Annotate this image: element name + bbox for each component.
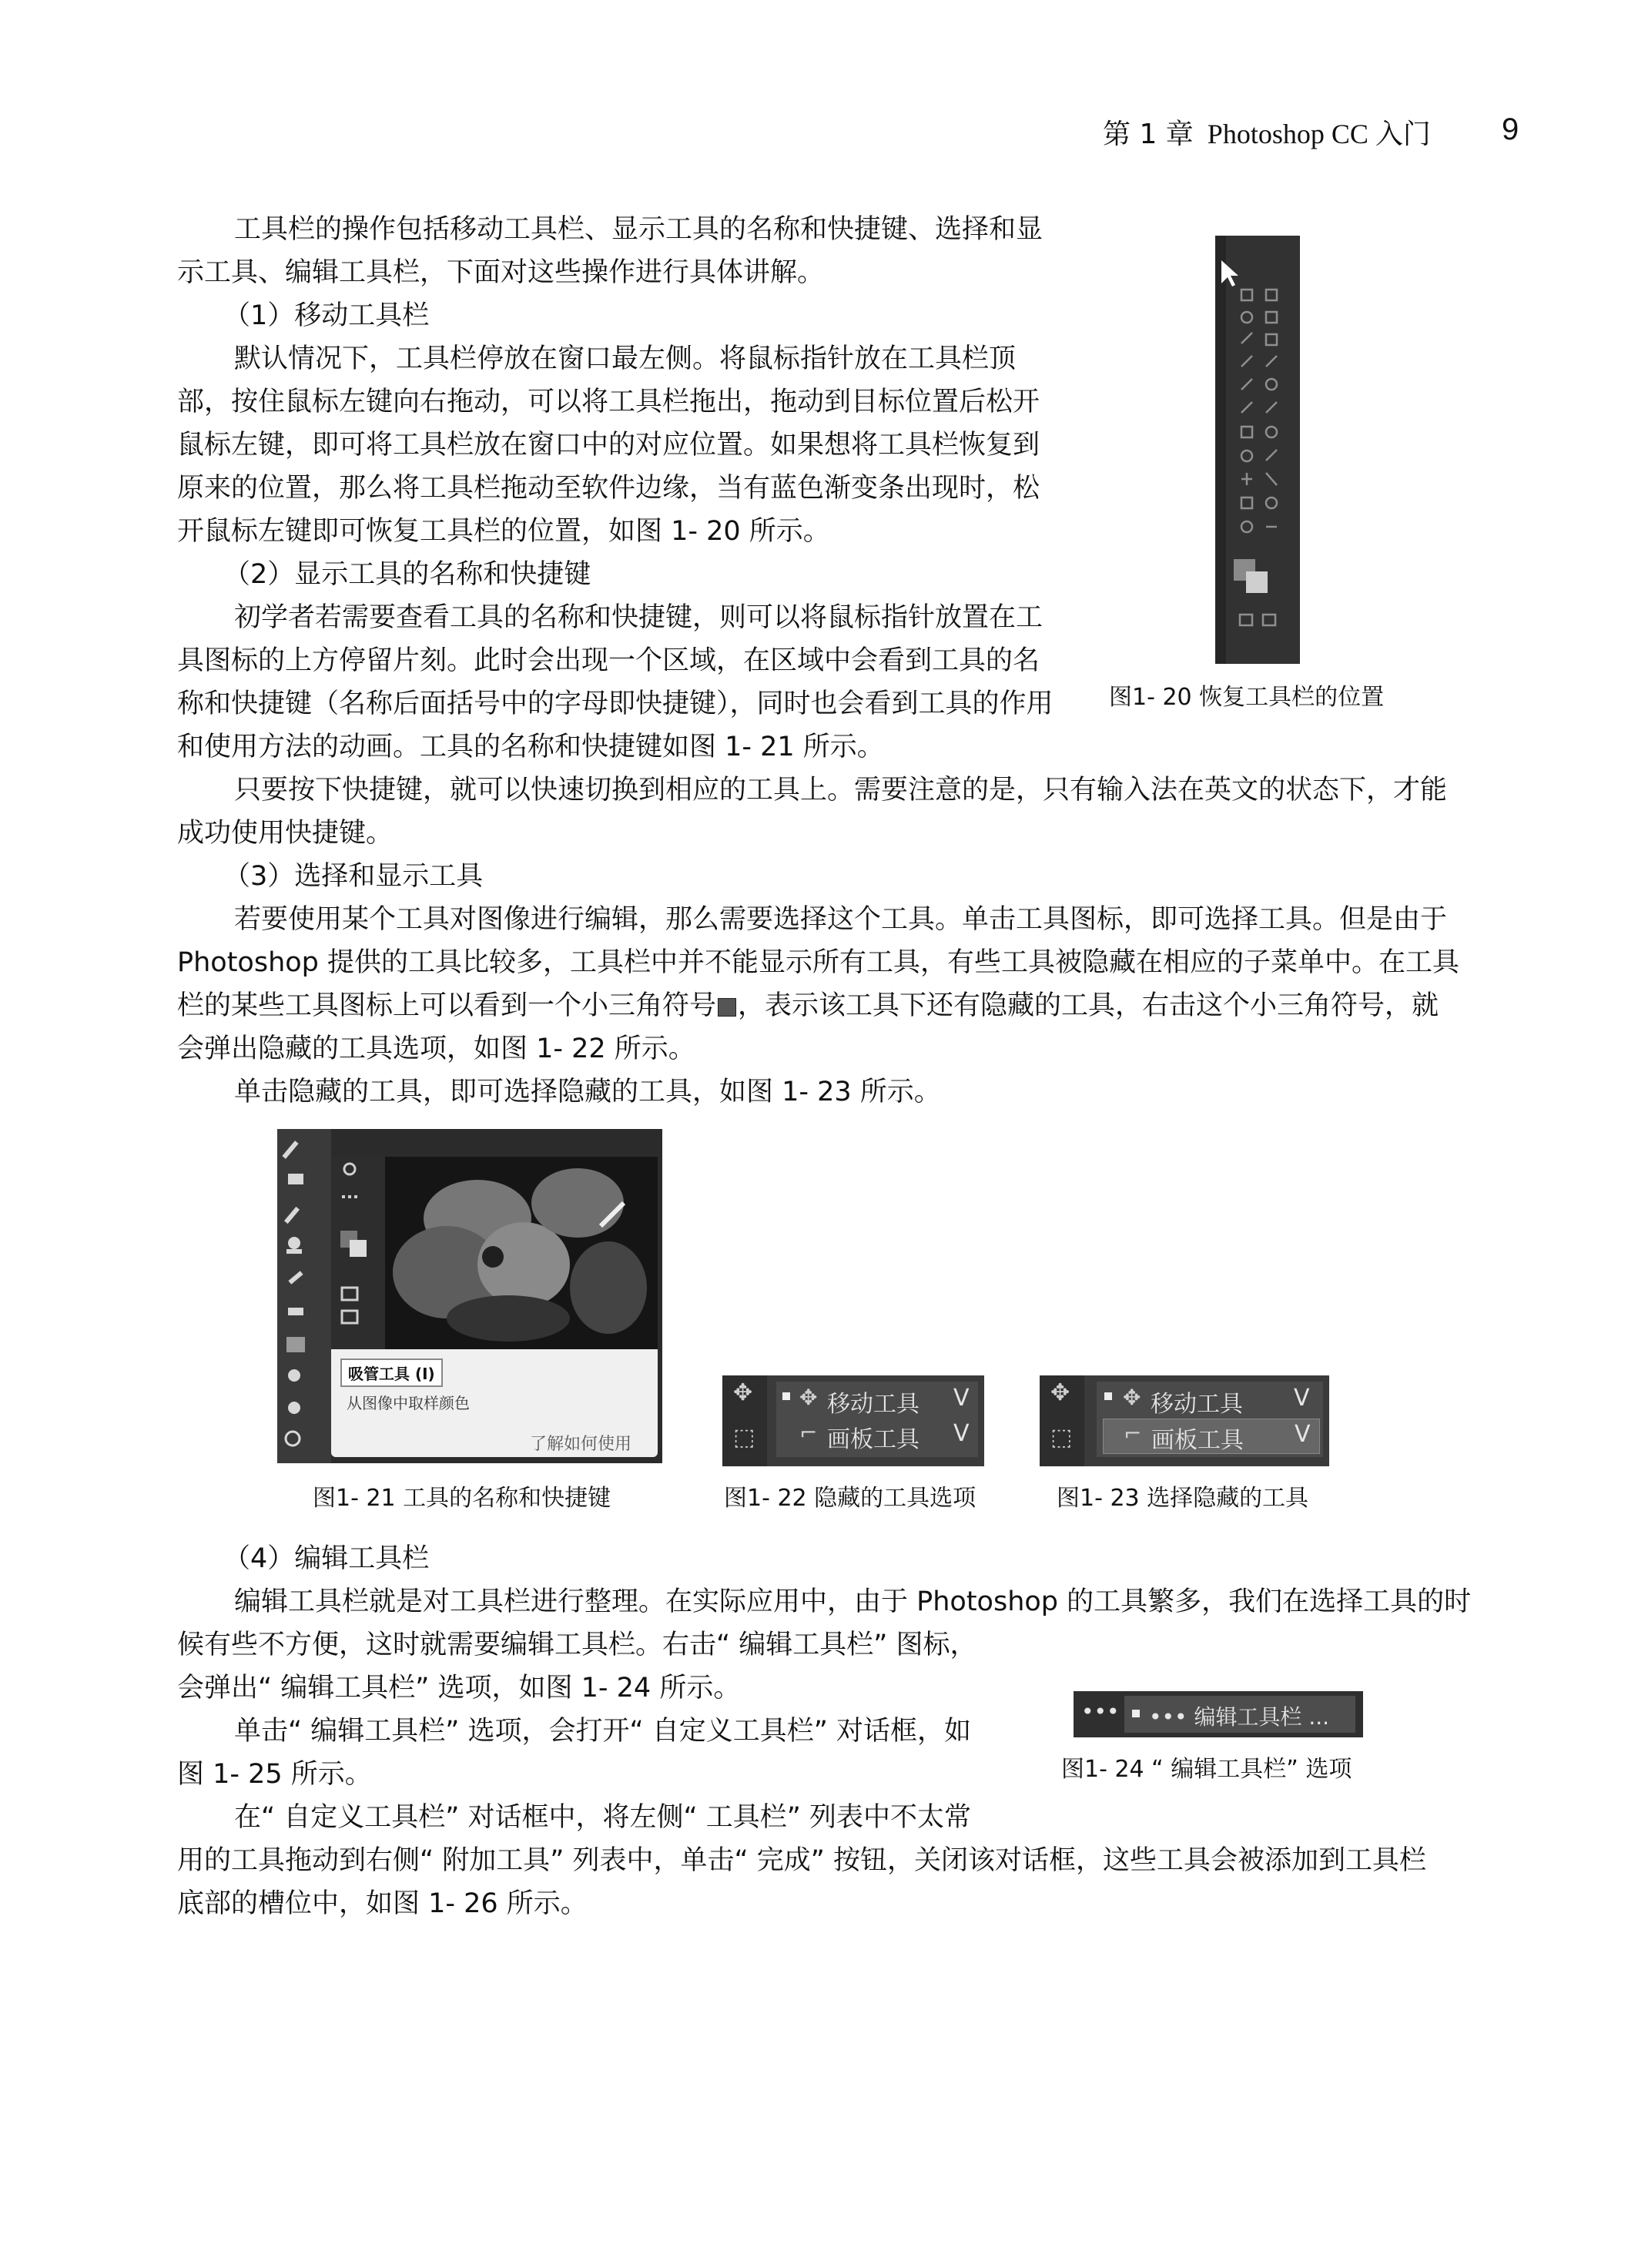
section-heading: （1）移动工具栏 [223, 300, 430, 331]
paragraph-line: 只要按下快捷键，就可以快速切换到相应的工具上。需要注意的是，只有输入法在英文的状态下，才能 [234, 775, 1448, 806]
menu-item-shortcut: V [953, 1420, 970, 1447]
menu-item-shortcut: V [1295, 1421, 1311, 1448]
chapter-title: Photoshop CC 入门 [1207, 119, 1431, 149]
paragraph-line: 初学者若需要查看工具的名称和快捷键，则可以将鼠标指针放置在工 [234, 602, 1043, 633]
paragraph-line: 用的工具拖动到右侧“ 附加工具” 列表中，单击“ 完成” 按钮，关闭该对话框，这些工具会被添加到工具栏 [177, 1845, 1427, 1876]
menu-item-shortcut: V [1294, 1385, 1310, 1412]
paragraph-line: 具图标的上方停留片刻。此时会出现一个区域，在区域中会看到工具的名 [177, 645, 1040, 676]
toolbar-strip [1040, 1375, 1084, 1466]
toolbar-vertical-illustration [1215, 236, 1300, 664]
menu-item-artboard-highlighted[interactable] [1103, 1419, 1320, 1454]
tooltip-name-box [340, 1358, 443, 1387]
page-number: 9 [1502, 112, 1519, 146]
tools-column-illustration [277, 1129, 331, 1463]
figure-1-21 [277, 1129, 662, 1463]
paragraph-line [177, 984, 1439, 1027]
paragraph-line: 成功使用快捷键。 [177, 818, 394, 849]
menu-item-label: ••• 编辑工具栏 ... [1149, 1704, 1330, 1730]
menu-item-move[interactable] [1097, 1382, 1323, 1417]
paragraph-line: 开鼠标左键即可恢复工具栏的位置，如图 1- 20 所示。 [177, 516, 830, 547]
marquee-icon: ⬚ [733, 1424, 755, 1451]
menu-item-move[interactable] [776, 1382, 978, 1417]
artboard-icon: ⌐ [799, 1420, 818, 1446]
paragraph-line: 编辑工具栏就是对工具栏进行整理。在实际应用中，由于 Photoshop 的工具繁多，我们在选择工具的时 [234, 1586, 1472, 1617]
paragraph-line: 鼠标左键，即可将工具栏放在窗口中的对应位置。如果想将工具栏恢复到 [177, 430, 1040, 461]
figure-caption: 图1- 20 恢复工具栏的位置 [1109, 684, 1385, 711]
figure-1-20 [1215, 236, 1300, 664]
running-header [1103, 112, 1431, 152]
paragraph-line: 单击隐藏的工具，即可选择隐藏的工具，如图 1- 23 所示。 [234, 1077, 941, 1107]
paragraph-line: 工具栏的操作包括移动工具栏、显示工具的名称和快捷键、选择和显 [234, 214, 1043, 245]
figure-1-22 [722, 1375, 984, 1466]
section-heading: （4）编辑工具栏 [223, 1543, 430, 1574]
tooltip-tool-name: 吸管工具 (I) [348, 1365, 435, 1383]
paragraph-line: 底部的槽位中，如图 1- 26 所示。 [177, 1888, 588, 1919]
hidden-tools-menu [776, 1382, 978, 1457]
section-heading: （3）选择和显示工具 [223, 861, 484, 892]
figure-caption: 图1- 22 隐藏的工具选项 [724, 1485, 976, 1512]
tooltip-description: 从图像中取样颜色 [347, 1394, 470, 1412]
paragraph-line: 图 1- 25 所示。 [177, 1759, 372, 1790]
chapter-number: 第 1 章 [1103, 119, 1194, 150]
flower-photo [331, 1157, 658, 1349]
edit-toolbar-menu-item[interactable] [1124, 1696, 1355, 1733]
tooltip-learn-link[interactable]: 了解如何使用 [530, 1435, 632, 1454]
small-triangle-icon [718, 998, 736, 1017]
paragraph-line: 示工具、编辑工具栏，下面对这些操作进行具体讲解。 [177, 257, 825, 288]
menu-item-label: 画板工具 [1151, 1427, 1244, 1454]
menu-item-label: 画板工具 [827, 1426, 920, 1453]
artboard-icon: ⌐ [1124, 1421, 1142, 1446]
menu-item-artboard[interactable] [776, 1417, 978, 1452]
paragraph-line-part: ，表示该工具下还有隐藏的工具，右击这个小三角符号，就 [738, 990, 1439, 1021]
tooltip-panel [331, 1157, 658, 1457]
more-tools-icon: ••• [1081, 1699, 1120, 1724]
move-icon: ✥ [733, 1379, 753, 1406]
figure-1-24 [1074, 1691, 1363, 1737]
paragraph-line: 候有些不方便，这时就需要编辑工具栏。右击“ 编辑工具栏” 图标， [177, 1630, 977, 1660]
figure-caption: 图1- 21 工具的名称和快捷键 [313, 1485, 611, 1512]
menu-item-label: 移动工具 [827, 1391, 920, 1418]
paragraph-line: 会弹出“ 编辑工具栏” 选项，如图 1- 24 所示。 [177, 1673, 741, 1704]
toolbar-strip [722, 1375, 767, 1466]
selected-marker [782, 1392, 790, 1400]
paragraph-line: 原来的位置，那么将工具栏拖动至软件边缘，当有蓝色渐变条出现时，松 [177, 473, 1040, 504]
paragraph-line: Photoshop 提供的工具比较多，工具栏中并不能显示所有工具，有些工具被隐藏在相应的子菜单中。在工具 [177, 947, 1460, 978]
hidden-tools-menu [1097, 1382, 1323, 1457]
move-icon: ✥ [799, 1385, 818, 1410]
paragraph-line: 部，按住鼠标左键向右拖动，可以将工具栏拖出，拖动到目标位置后松开 [177, 387, 1040, 417]
paragraph-line: 和使用方法的动画。工具的名称和快捷键如图 1- 21 所示。 [177, 732, 884, 762]
paragraph-line: 在“ 自定义工具栏” 对话框中，将左侧“ 工具栏” 列表中不太常 [234, 1802, 972, 1833]
figure-caption: 图1- 23 选择隐藏的工具 [1057, 1485, 1309, 1512]
paragraph-line: 单击“ 编辑工具栏” 选项，会打开“ 自定义工具栏” 对话框，如 [234, 1716, 972, 1747]
figure-1-23 [1040, 1375, 1329, 1466]
selected-marker [1104, 1392, 1112, 1400]
menu-item-label: 移动工具 [1151, 1391, 1243, 1418]
paragraph-line: 默认情况下，工具栏停放在窗口最左侧。将鼠标指针放在工具栏顶 [234, 343, 1017, 374]
menu-item-shortcut: V [953, 1385, 970, 1412]
move-icon: ✥ [1123, 1385, 1141, 1410]
move-icon: ✥ [1050, 1379, 1070, 1406]
figure-caption: 图1- 24 “ 编辑工具栏” 选项 [1061, 1756, 1352, 1783]
paragraph-line: 称和快捷键（名称后面括号中的字母即快捷键），同时也会看到工具的作用 [177, 688, 1054, 719]
paragraph-line: 若要使用某个工具对图像进行编辑，那么需要选择这个工具。单击工具图标，即可选择工具。但是由于 [234, 904, 1448, 935]
marquee-icon: ⬚ [1050, 1424, 1073, 1451]
section-heading: （2）显示工具的名称和快捷键 [223, 559, 591, 590]
paragraph-line: 会弹出隐藏的工具选项，如图 1- 22 所示。 [177, 1033, 695, 1064]
selected-marker [1132, 1710, 1140, 1717]
paragraph-line-part: 栏的某些工具图标上可以看到一个小三角符号 [177, 990, 717, 1021]
